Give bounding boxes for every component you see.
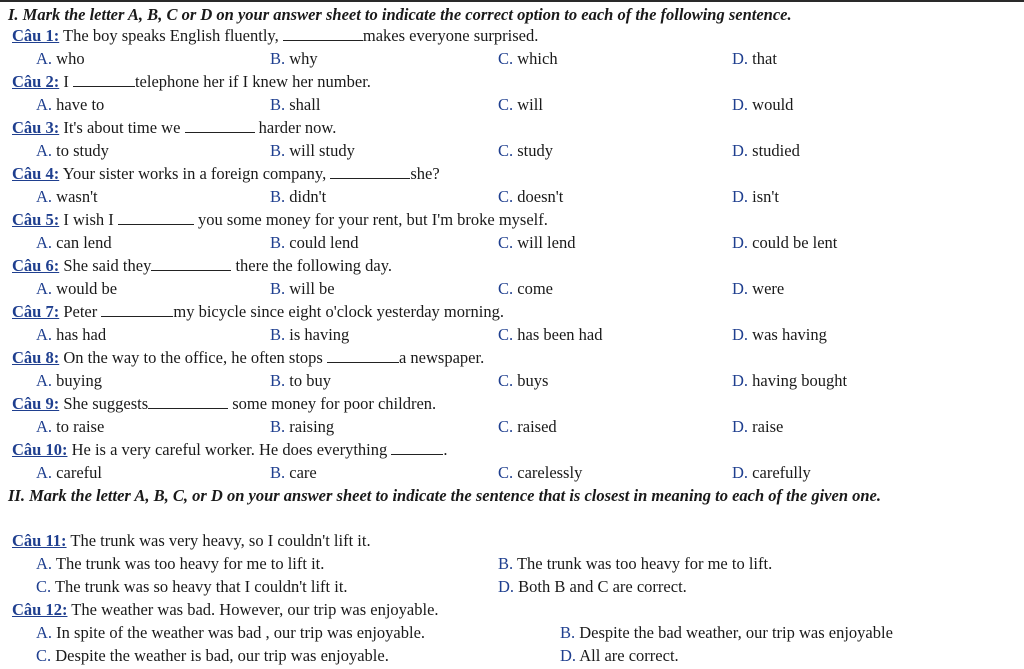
question-8 bbox=[12, 348, 484, 368]
option-letter: D. bbox=[732, 279, 749, 298]
option-letter: C. bbox=[498, 279, 514, 298]
answer-blank bbox=[101, 304, 173, 317]
option-c[interactable] bbox=[498, 417, 557, 437]
option-b[interactable] bbox=[270, 325, 349, 345]
option-a[interactable] bbox=[36, 233, 112, 253]
option-text: Despite the weather is bad, our trip was enjoyable. bbox=[51, 646, 389, 665]
option-b[interactable] bbox=[270, 371, 331, 391]
option-letter: A. bbox=[36, 623, 53, 642]
question-label: Câu 9: bbox=[12, 394, 60, 413]
option-letter: B. bbox=[270, 325, 286, 344]
option-d[interactable] bbox=[498, 577, 687, 597]
question-text-before: Peter bbox=[59, 302, 102, 321]
option-text: is having bbox=[285, 325, 350, 344]
option-a[interactable] bbox=[36, 49, 85, 69]
option-letter: A. bbox=[36, 187, 53, 206]
option-letter: D. bbox=[732, 95, 749, 114]
question-label: Câu 11: bbox=[12, 531, 67, 550]
option-a[interactable] bbox=[36, 623, 425, 643]
question-3 bbox=[12, 118, 336, 138]
option-letter: B. bbox=[498, 554, 514, 573]
option-a[interactable] bbox=[36, 187, 98, 207]
question-4 bbox=[12, 164, 440, 184]
answer-blank bbox=[151, 258, 231, 271]
option-text: why bbox=[285, 49, 318, 68]
option-letter: A. bbox=[36, 371, 53, 390]
option-letter: C. bbox=[498, 187, 514, 206]
answer-blank bbox=[391, 442, 443, 455]
option-letter: B. bbox=[270, 463, 286, 482]
answer-blank bbox=[327, 350, 399, 363]
option-letter: C. bbox=[498, 463, 514, 482]
option-text: studied bbox=[748, 141, 800, 160]
option-a[interactable] bbox=[36, 279, 117, 299]
option-letter: C. bbox=[498, 417, 514, 436]
option-b[interactable] bbox=[270, 141, 355, 161]
option-letter: D. bbox=[732, 371, 749, 390]
option-text: could be lent bbox=[748, 233, 838, 252]
option-text: The trunk was too heavy for me to lift it. bbox=[52, 554, 325, 573]
option-d[interactable] bbox=[732, 325, 827, 345]
option-text: The trunk was too heavy for me to lift. bbox=[513, 554, 773, 573]
option-letter: C. bbox=[498, 49, 514, 68]
question-6 bbox=[12, 256, 392, 276]
option-a[interactable] bbox=[36, 141, 109, 161]
question-5 bbox=[12, 210, 548, 230]
option-letter: C. bbox=[498, 325, 514, 344]
question-text-before: She said they bbox=[59, 256, 152, 275]
option-b[interactable] bbox=[560, 623, 893, 643]
option-text: buying bbox=[52, 371, 103, 390]
question-label: Câu 6: bbox=[12, 256, 60, 275]
option-text: was having bbox=[748, 325, 827, 344]
option-letter: B. bbox=[270, 187, 286, 206]
option-letter: B. bbox=[270, 233, 286, 252]
question-label: Câu 10: bbox=[12, 440, 68, 459]
option-text: would be bbox=[52, 279, 118, 298]
option-d[interactable] bbox=[732, 463, 811, 483]
option-b[interactable] bbox=[498, 554, 772, 574]
option-text: having bought bbox=[748, 371, 848, 390]
option-letter: D. bbox=[498, 577, 515, 596]
option-text: carefully bbox=[748, 463, 811, 482]
option-letter: C. bbox=[36, 646, 52, 665]
question-11 bbox=[12, 531, 371, 551]
option-text: come bbox=[513, 279, 553, 298]
question-text-after: a newspaper. bbox=[398, 348, 485, 367]
question-9 bbox=[12, 394, 436, 414]
option-a[interactable] bbox=[36, 95, 104, 115]
option-c[interactable] bbox=[498, 141, 553, 161]
option-text: raised bbox=[513, 417, 557, 436]
option-c[interactable] bbox=[36, 646, 389, 666]
option-text: wasn't bbox=[52, 187, 98, 206]
option-letter: A. bbox=[36, 554, 53, 573]
question-text-after: my bicycle since eight o'clock yesterday morning. bbox=[173, 302, 504, 321]
option-text: will be bbox=[285, 279, 335, 298]
option-text: who bbox=[52, 49, 85, 68]
answer-blank bbox=[185, 120, 255, 133]
option-c[interactable] bbox=[498, 187, 563, 207]
option-b[interactable] bbox=[270, 463, 317, 483]
option-letter: D. bbox=[732, 233, 749, 252]
option-text: Despite the bad weather, our trip was enjoyable bbox=[575, 623, 893, 642]
option-letter: B. bbox=[270, 371, 286, 390]
option-c[interactable] bbox=[498, 371, 548, 391]
option-b[interactable] bbox=[270, 49, 318, 69]
option-text: has been had bbox=[513, 325, 603, 344]
option-text: The trunk was so heavy that I couldn't lift it. bbox=[51, 577, 348, 596]
option-c[interactable] bbox=[498, 463, 582, 483]
option-text: were bbox=[748, 279, 785, 298]
option-letter: A. bbox=[36, 49, 53, 68]
option-text: All are correct. bbox=[576, 646, 679, 665]
answer-blank bbox=[118, 212, 194, 225]
option-letter: D. bbox=[732, 49, 749, 68]
question-text-after: you some money for your rent, but I'm broke myself. bbox=[193, 210, 548, 229]
option-c[interactable] bbox=[498, 233, 575, 253]
option-letter: A. bbox=[36, 417, 53, 436]
answer-blank bbox=[148, 396, 228, 409]
option-text: In spite of the weather was bad , our trip was enjoyable. bbox=[52, 623, 426, 642]
option-b[interactable] bbox=[270, 187, 326, 207]
option-text: raise bbox=[748, 417, 784, 436]
question-10 bbox=[12, 440, 448, 460]
option-letter: C. bbox=[498, 95, 514, 114]
option-letter: B. bbox=[270, 95, 286, 114]
option-letter: B. bbox=[560, 623, 576, 642]
option-d[interactable] bbox=[732, 417, 783, 437]
section-1-instruction: I. Mark the letter A, B, C or D on your answer sheet to indicate the correct option to each of the following sentence. bbox=[8, 5, 792, 24]
option-text: to study bbox=[52, 141, 109, 160]
question-text-before: On the way to the office, he often stops bbox=[59, 348, 327, 367]
option-letter: C. bbox=[498, 233, 514, 252]
option-letter: D. bbox=[732, 187, 749, 206]
option-letter: D. bbox=[732, 463, 749, 482]
option-c[interactable] bbox=[498, 95, 543, 115]
question-12 bbox=[12, 600, 439, 620]
option-letter: A. bbox=[36, 279, 53, 298]
option-text: careful bbox=[52, 463, 102, 482]
option-letter: A. bbox=[36, 233, 53, 252]
question-text-before: I wish I bbox=[59, 210, 118, 229]
question-text-after: there the following day. bbox=[231, 256, 393, 275]
question-label: Câu 5: bbox=[12, 210, 60, 229]
option-c[interactable] bbox=[36, 577, 348, 597]
option-letter: D. bbox=[560, 646, 577, 665]
option-c[interactable] bbox=[498, 49, 558, 69]
question-text-after: harder now. bbox=[254, 118, 337, 137]
option-text: raising bbox=[285, 417, 335, 436]
question-text-before: I bbox=[59, 72, 73, 91]
option-letter: A. bbox=[36, 463, 53, 482]
option-a[interactable] bbox=[36, 371, 102, 391]
section-2-instruction: II. Mark the letter A, B, C, or D on your answer sheet to indicate the sentence that is closest in meaning to each of the given one. bbox=[8, 486, 882, 505]
question-text-after: . bbox=[443, 440, 448, 459]
option-text: will lend bbox=[513, 233, 576, 252]
option-d[interactable] bbox=[732, 233, 837, 253]
option-letter: D. bbox=[732, 141, 749, 160]
question-label: Câu 7: bbox=[12, 302, 60, 321]
option-d[interactable] bbox=[732, 95, 793, 115]
answer-blank bbox=[73, 74, 135, 87]
option-b[interactable] bbox=[270, 279, 335, 299]
option-letter: D. bbox=[732, 417, 749, 436]
question-text-before: Your sister works in a foreign company, bbox=[59, 164, 331, 183]
option-letter: B. bbox=[270, 49, 286, 68]
option-letter: A. bbox=[36, 141, 53, 160]
option-letter: A. bbox=[36, 95, 53, 114]
question-2 bbox=[12, 72, 371, 92]
option-text: study bbox=[513, 141, 554, 160]
question-text-after: telephone her if I knew her number. bbox=[134, 72, 371, 91]
option-text: could lend bbox=[285, 233, 359, 252]
option-text: Both B and C are correct. bbox=[514, 577, 687, 596]
question-text: The weather was bad. However, our trip was enjoyable. bbox=[67, 600, 439, 619]
question-label: Câu 1: bbox=[12, 26, 60, 45]
option-a[interactable] bbox=[36, 554, 324, 574]
option-letter: B. bbox=[270, 141, 286, 160]
question-label: Câu 8: bbox=[12, 348, 60, 367]
option-letter: A. bbox=[36, 325, 53, 344]
option-text: isn't bbox=[748, 187, 779, 206]
top-border bbox=[0, 0, 1024, 2]
option-d[interactable] bbox=[732, 279, 784, 299]
option-d[interactable] bbox=[732, 187, 779, 207]
question-7 bbox=[12, 302, 504, 322]
question-text-before: He is a very careful worker. He does everything bbox=[67, 440, 392, 459]
question-label: Câu 12: bbox=[12, 600, 68, 619]
option-c[interactable] bbox=[498, 325, 602, 345]
option-d[interactable] bbox=[732, 49, 777, 69]
option-text: has had bbox=[52, 325, 107, 344]
option-text: that bbox=[748, 49, 777, 68]
question-text-after: she? bbox=[410, 164, 440, 183]
option-letter: C. bbox=[498, 371, 514, 390]
question-text-before: She suggests bbox=[59, 394, 149, 413]
option-b[interactable] bbox=[270, 233, 358, 253]
option-c[interactable] bbox=[498, 279, 553, 299]
option-letter: D. bbox=[732, 325, 749, 344]
answer-blank bbox=[330, 166, 410, 179]
question-text-after: makes everyone surprised. bbox=[362, 26, 539, 45]
question-text: The trunk was very heavy, so I couldn't lift it. bbox=[66, 531, 371, 550]
option-b[interactable] bbox=[270, 417, 334, 437]
question-text-before: The boy speaks English fluently, bbox=[59, 26, 283, 45]
option-text: will study bbox=[285, 141, 355, 160]
question-1 bbox=[12, 26, 538, 46]
option-d[interactable] bbox=[732, 371, 847, 391]
option-a[interactable] bbox=[36, 417, 104, 437]
question-text-after: some money for poor children. bbox=[228, 394, 437, 413]
option-d[interactable] bbox=[560, 646, 679, 666]
option-letter: B. bbox=[270, 279, 286, 298]
question-text-before: It's about time we bbox=[59, 118, 185, 137]
option-text: which bbox=[513, 49, 558, 68]
option-text: would bbox=[748, 95, 794, 114]
option-letter: C. bbox=[36, 577, 52, 596]
option-text: didn't bbox=[285, 187, 327, 206]
option-a[interactable] bbox=[36, 325, 106, 345]
option-text: shall bbox=[285, 95, 321, 114]
option-text: buys bbox=[513, 371, 549, 390]
option-a[interactable] bbox=[36, 463, 102, 483]
option-text: doesn't bbox=[513, 187, 564, 206]
option-text: to buy bbox=[285, 371, 331, 390]
option-letter: C. bbox=[498, 141, 514, 160]
option-b[interactable] bbox=[270, 95, 320, 115]
option-text: can lend bbox=[52, 233, 112, 252]
option-d[interactable] bbox=[732, 141, 800, 161]
option-letter: B. bbox=[270, 417, 286, 436]
option-text: to raise bbox=[52, 417, 105, 436]
question-label: Câu 4: bbox=[12, 164, 60, 183]
option-text: carelessly bbox=[513, 463, 583, 482]
answer-blank bbox=[283, 28, 363, 41]
option-text: care bbox=[285, 463, 317, 482]
option-text: will bbox=[513, 95, 543, 114]
option-text: have to bbox=[52, 95, 105, 114]
question-label: Câu 3: bbox=[12, 118, 60, 137]
question-label: Câu 2: bbox=[12, 72, 60, 91]
